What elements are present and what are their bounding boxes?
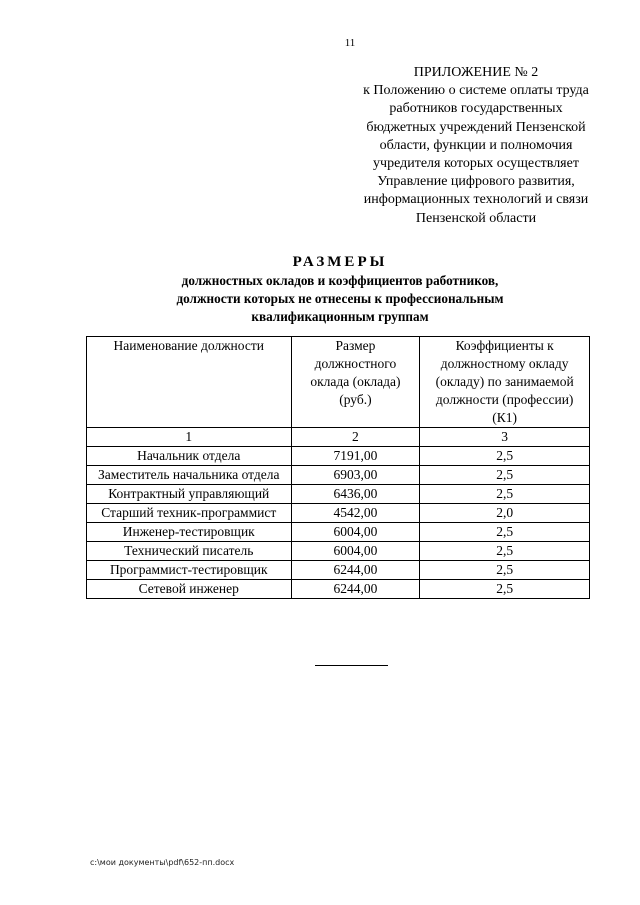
salary-cell: 7191,00: [291, 447, 420, 466]
table-row: [87, 561, 590, 580]
table-row: [87, 466, 590, 485]
coefficient-cell: 2,5: [420, 466, 590, 485]
column-number-row: [87, 428, 590, 447]
header-coefficient: Коэффициенты к должностному окладу (окладу) по занимаемой должности (профессии) (К1): [420, 337, 590, 428]
table-row: [87, 523, 590, 542]
coefficient-cell: 2,5: [420, 580, 590, 599]
position-cell: Старший техник-программист: [87, 504, 292, 523]
appendix-header: [345, 64, 607, 228]
appendix-line: информационных технологий и связи: [363, 192, 589, 208]
appendix-line: ПРИЛОЖЕНИЕ № 2: [413, 65, 539, 80]
salary-cell: 6004,00: [291, 542, 420, 561]
appendix-line: области, функции и полномочия: [379, 137, 573, 153]
position-cell: Контрактный управляющий: [87, 485, 292, 504]
title-subtitle-line: квалификационным группам: [251, 309, 429, 324]
coefficient-cell: 2,5: [420, 542, 590, 561]
position-cell: Заместитель начальника отдела: [87, 466, 292, 485]
salary-cell: 6244,00: [291, 580, 420, 599]
position-cell: Программист-тестировщик: [87, 561, 292, 580]
appendix-line: Управление цифрового развития,: [377, 174, 575, 190]
position-cell: Технический писатель: [87, 542, 292, 561]
document-title: [140, 252, 540, 326]
table-row: [87, 580, 590, 599]
table-header-row: [87, 337, 590, 428]
position-cell: Инженер-тестировщик: [87, 523, 292, 542]
salary-cell: 6436,00: [291, 485, 420, 504]
coefficient-cell: 2,5: [420, 447, 590, 466]
coefficient-cell: 2,5: [420, 561, 590, 580]
appendix-line: бюджетных учреждений Пензенской: [366, 119, 586, 135]
column-number: 3: [420, 428, 590, 447]
title-subtitle-line: должностных окладов и коэффициентов работников,: [181, 273, 499, 288]
title-subtitle-line: должности которых не отнесены к профессиональным: [176, 291, 504, 306]
salary-table: [86, 336, 590, 599]
table-row: [87, 542, 590, 561]
coefficient-cell: 2,0: [420, 504, 590, 523]
header-position: Наименование должности: [87, 337, 292, 428]
position-cell: Начальник отдела: [87, 447, 292, 466]
appendix-line: Пензенской области: [415, 210, 537, 226]
salary-cell: 4542,00: [291, 504, 420, 523]
appendix-line: к Положению о системе оплаты труда: [363, 83, 589, 99]
table-row: [87, 447, 590, 466]
header-salary: Размер должностного оклада (оклада) (руб.): [291, 337, 420, 428]
footer-file-path: c:\мои документы\pdf\652-пп.docx: [90, 858, 235, 867]
title-main: РАЗМЕРЫ: [292, 254, 388, 270]
appendix-line: работников государственных: [389, 101, 563, 117]
coefficient-cell: 2,5: [420, 523, 590, 542]
salary-cell: 6004,00: [291, 523, 420, 542]
page-number: 11: [344, 37, 356, 49]
salary-cell: 6244,00: [291, 561, 420, 580]
table-row: [87, 485, 590, 504]
end-divider: [315, 665, 388, 666]
salary-cell: 6903,00: [291, 466, 420, 485]
table-row: [87, 504, 590, 523]
appendix-line: учредителя которых осуществляет: [373, 156, 579, 172]
position-cell: Сетевой инженер: [87, 580, 292, 599]
coefficient-cell: 2,5: [420, 485, 590, 504]
column-number: 2: [291, 428, 420, 447]
column-number: 1: [87, 428, 292, 447]
